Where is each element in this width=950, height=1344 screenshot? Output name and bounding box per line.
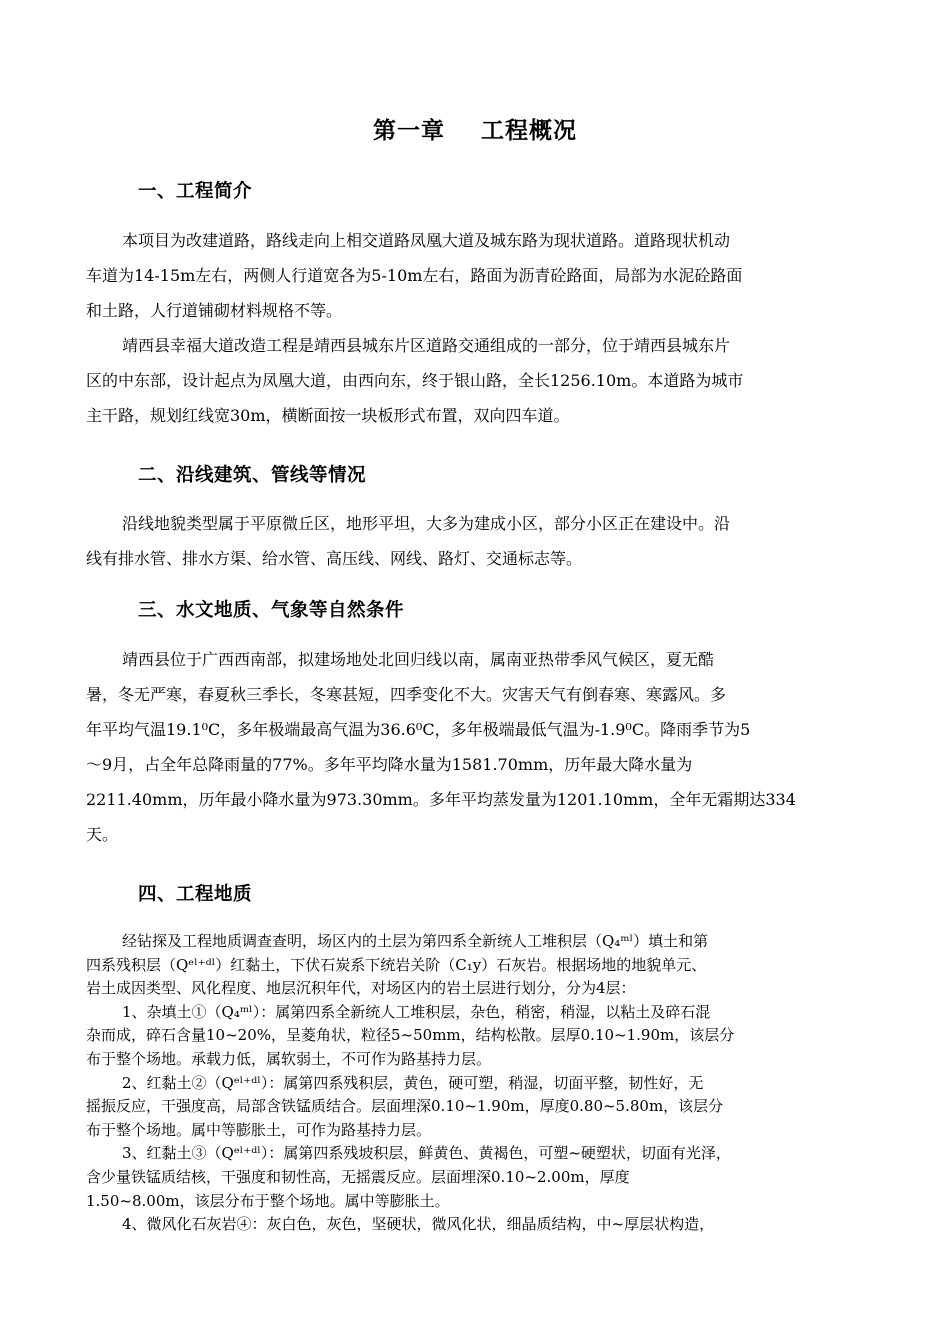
text-line: 年平均气温19.1⁰C，多年极端最高气温为36.6⁰C，多年极端最低气温为-1.9⁰C。降雨季节为5 — [86, 720, 751, 739]
text-line: 四系残积层（Qᵉˡ⁺ᵈˡ）红黏土，下伏石炭系下统岩关阶（C₁y）石灰岩。根据场地的地貌单元、 — [86, 955, 707, 974]
text-line: ～9月，占全年总降雨量的77%。多年平均降水量为1581.70mm，历年最大降水量为 — [86, 755, 693, 774]
section-body-overview — [86, 223, 864, 433]
section-heading-buildings-pipelines: 二、沿线建筑、管线等情况 — [138, 465, 367, 486]
text-line: 天。 — [86, 825, 119, 844]
text-line: 岩土成因类型、风化程度、地层沉积年代，对场区内的岩土层进行划分，分为4层： — [86, 979, 636, 998]
text-line: 经钻探及工程地质调查查明，场区内的土层为第四系全新统人工堆积层（Q₄ᵐˡ）填土和第 — [122, 932, 709, 950]
text-line: 本项目为改建道路，路线走向上相交道路凤凰大道及城东路为现状道路。道路现状机动 — [122, 231, 731, 250]
text-line: 靖西县幸福大道改造工程是靖西县城东片区道路交通组成的一部分，位于靖西县城东片 — [122, 336, 731, 355]
text-line: 靖西县位于广西西南部，拟建场地处北回归线以南，属南亚热带季风气候区，夏无酷 — [122, 650, 715, 669]
text-line: 暑，冬无严寒，春夏秋三季长，冬寒甚短，四季变化不大。灾害天气有倒春寒、寒露风。多 — [86, 685, 727, 704]
section-body-geology — [86, 930, 864, 1237]
text-line: 车道为14-15m左右，两侧人行道宽各为5-10m左右，路面为沥青砼路面，局部为水泥砼路面 — [86, 266, 743, 285]
text-line: 3、红黏土③（Qᵉˡ⁺ᵈˡ）：属第四系残坡积层，鲜黄色、黄褐色，可塑~硬塑状，切面有光泽， — [122, 1144, 731, 1163]
text-line: 杂而成，碎石含量10~20%，呈菱角状，粒径5~50mm，结构松散。层厚0.10~1.90m，该层分 — [86, 1026, 735, 1045]
section-heading-overview: 一、工程简介 — [138, 181, 253, 202]
section-body-hydrology-climate — [86, 642, 864, 852]
text-line: 区的中东部，设计起点为凤凰大道，由西向东，终于银山路，全长1256.10m。本道路为城市 — [86, 371, 744, 390]
text-line: 含少量铁锰质结核，干强度和韧性高，无摇震反应。层面埋深0.10~2.00m，厚度 — [86, 1167, 630, 1186]
text-line: 和土路，人行道铺砌材料规格不等。 — [86, 301, 343, 320]
text-line: 4、微风化石灰岩④：灰白色，灰色，坚硬状，微风化状，细晶质结构，中~厚层状构造， — [122, 1215, 715, 1234]
text-line: 布于整个场地。属中等膨胀土，可作为路基持力层。 — [86, 1120, 432, 1139]
chapter-title: 第一章 工程概况 — [372, 118, 578, 144]
text-line: 2、红黏土②（Qᵉˡ⁺ᵈˡ）：属第四系残积层，黄色，硬可塑，稍湿，切面平整，韧性好，无 — [122, 1073, 704, 1092]
text-line: 布于整个场地。承载力低，属软弱土，不可作为路基持力层。 — [86, 1049, 492, 1068]
text-line: 1、杂填土①（Q₄ᵐˡ）：属第四系全新统人工堆积层，杂色，稍密，稍湿，以粘土及碎石混 — [122, 1002, 711, 1021]
text-line: 摇振反应，干强度高，局部含铁锰质结合。层面埋深0.10~1.90m，厚度0.80~5.80m，该层分 — [86, 1097, 724, 1116]
text-line: 线有排水管、排水方渠、给水管、高压线、网线、路灯、交通标志等。 — [86, 549, 583, 568]
section-heading-hydrology-climate: 三、水文地质、气象等自然条件 — [138, 600, 405, 621]
section-body-buildings-pipelines — [86, 506, 864, 576]
text-line: 1.50~8.00m，该层分布于整个场地。属中等膨胀土。 — [86, 1191, 450, 1210]
text-line: 2211.40mm，历年最小降水量为973.30mm。多年平均蒸发量为1201.10mm，全年无霜期达334 — [86, 790, 796, 809]
text-line: 沿线地貌类型属于平原微丘区，地形平坦，大多为建成小区，部分小区正在建设中。沿 — [122, 514, 731, 533]
section-heading-geology: 四、工程地质 — [138, 884, 253, 905]
text-line: 主干路，规划红线宽30m，横断面按一块板形式布置，双向四车道。 — [86, 406, 570, 425]
